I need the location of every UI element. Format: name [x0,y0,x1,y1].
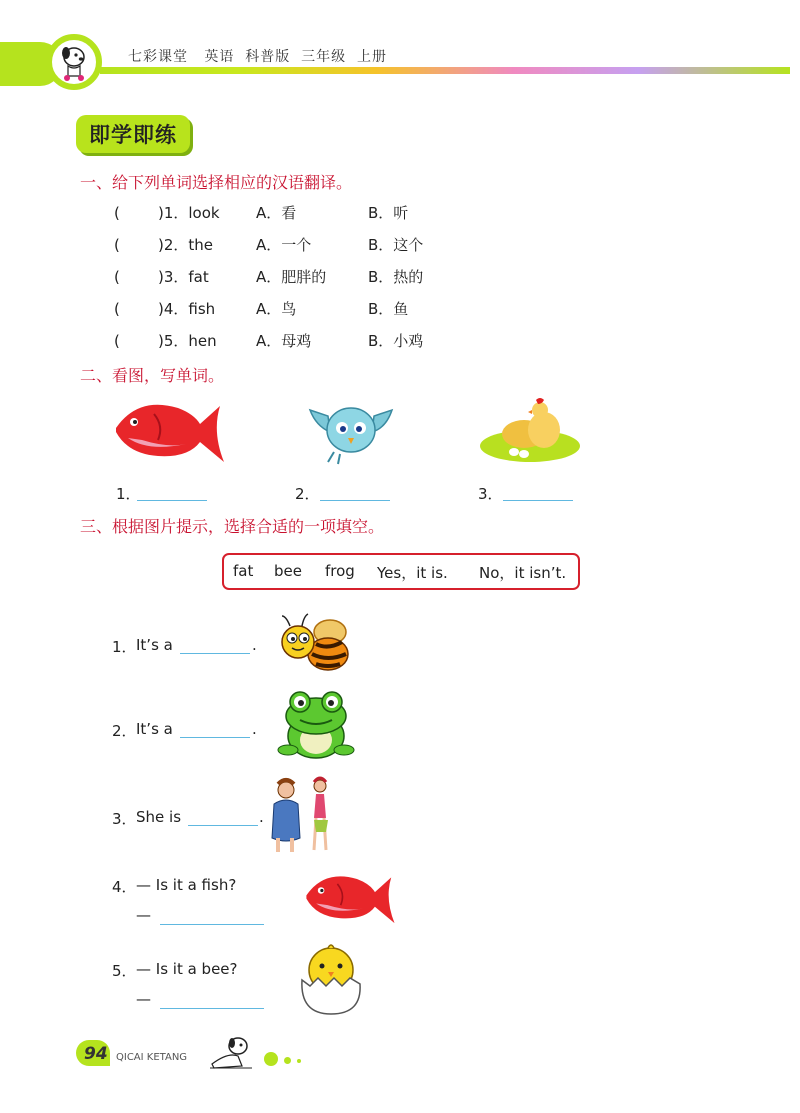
word-bank-item: fat [233,562,254,580]
s1-q5-option-b: B．小鸡 [368,332,424,350]
word-bank-item: bee [274,562,302,580]
s1-q1-stem: ( )1．look [114,204,220,222]
section3-title: 三、根据图片提示，选择合适的一项填空。 [80,517,385,536]
s2-answer-blank-1[interactable] [137,482,207,501]
header-rainbow-line [100,67,790,74]
bee-icon [274,610,354,676]
s1-q4-option-b: B．鱼 [368,300,409,318]
s1-q4-option-a: A．鸟 [256,300,297,318]
s1-q1-option-a: A．看 [256,204,297,222]
word-bank-item: No，it isn’t. [479,564,567,582]
decorative-dot [264,1052,278,1066]
s3-q4-answer-blank[interactable] [160,906,264,925]
frog-icon [276,688,356,762]
s2-answer-blank-2[interactable] [320,482,390,501]
s2-label-1: 1． [116,485,141,503]
word-bank-item: frog [325,562,355,580]
footer-brand: QICAI KETANG [116,1052,188,1063]
s3-q3-period: . [259,808,264,826]
s1-q4-stem: ( )4．fish [114,300,216,318]
s1-q2-option-b: B．这个 [368,236,424,254]
s3-q5-number: 5． [112,962,137,980]
section1-title: 一、给下列单词选择相应的汉语翻译。 [80,173,353,192]
s3-q5-answer-blank[interactable] [160,990,264,1009]
s3-q4-number: 4． [112,878,137,896]
s2-label-3: 3． [478,485,503,503]
fat-woman-and-thin-woman-icon [270,776,336,856]
s1-q2-option-a: A．一个 [256,236,312,254]
word-bank-item: Yes，it is. [377,564,448,582]
decorative-dot [297,1059,301,1063]
s3-q5-question: — Is it a bee? [136,960,238,978]
s1-q5-option-a: A．母鸡 [256,332,312,350]
s3-q4-dash: — [136,906,151,924]
hen-in-nest-icon [478,394,582,466]
s3-q1-answer-blank[interactable] [180,635,250,654]
s3-q2-answer-blank[interactable] [180,719,250,738]
page-number: 94 [84,1044,108,1064]
s3-q3-answer-blank[interactable] [188,807,258,826]
s1-q5-stem: ( )5．hen [114,332,217,350]
red-fish-icon [108,392,226,468]
section2-title: 二、看图，写单词。 [80,366,225,385]
s1-q2-stem: ( )2．the [114,236,214,254]
decorative-dot [284,1057,291,1064]
s3-q3-text: She is [136,808,182,826]
s3-q1-period: . [252,636,257,654]
header-title: 七彩课堂 英语 科普版 三年级 上册 [128,49,388,65]
s3-q2-text: It’s a [136,720,173,738]
s3-q1-number: 1． [112,638,137,656]
s1-q1-option-b: B．听 [368,204,409,222]
mascot-badge [46,34,102,90]
chick-in-egg-icon [298,942,364,1016]
blue-bird-icon [306,396,396,468]
dog-mascot-icon [52,40,96,84]
s3-q3-number: 3． [112,810,137,828]
s1-q3-stem: ( )3．fat [114,268,209,286]
s1-q3-option-b: B．热的 [368,268,424,286]
s3-q2-number: 2． [112,722,137,740]
s3-q4-question: — Is it a fish? [136,876,237,894]
s2-answer-blank-3[interactable] [503,482,573,501]
s3-q5-dash: — [136,990,151,1008]
s1-q3-option-a: A．肥胖的 [256,268,327,286]
banner-title: 即学即练 [89,122,177,147]
dog-mascot-icon [208,1034,254,1070]
s3-q1-text: It’s a [136,636,173,654]
s3-q2-period: . [252,720,257,738]
red-fish-icon [298,866,398,928]
s2-label-2: 2． [295,485,320,503]
